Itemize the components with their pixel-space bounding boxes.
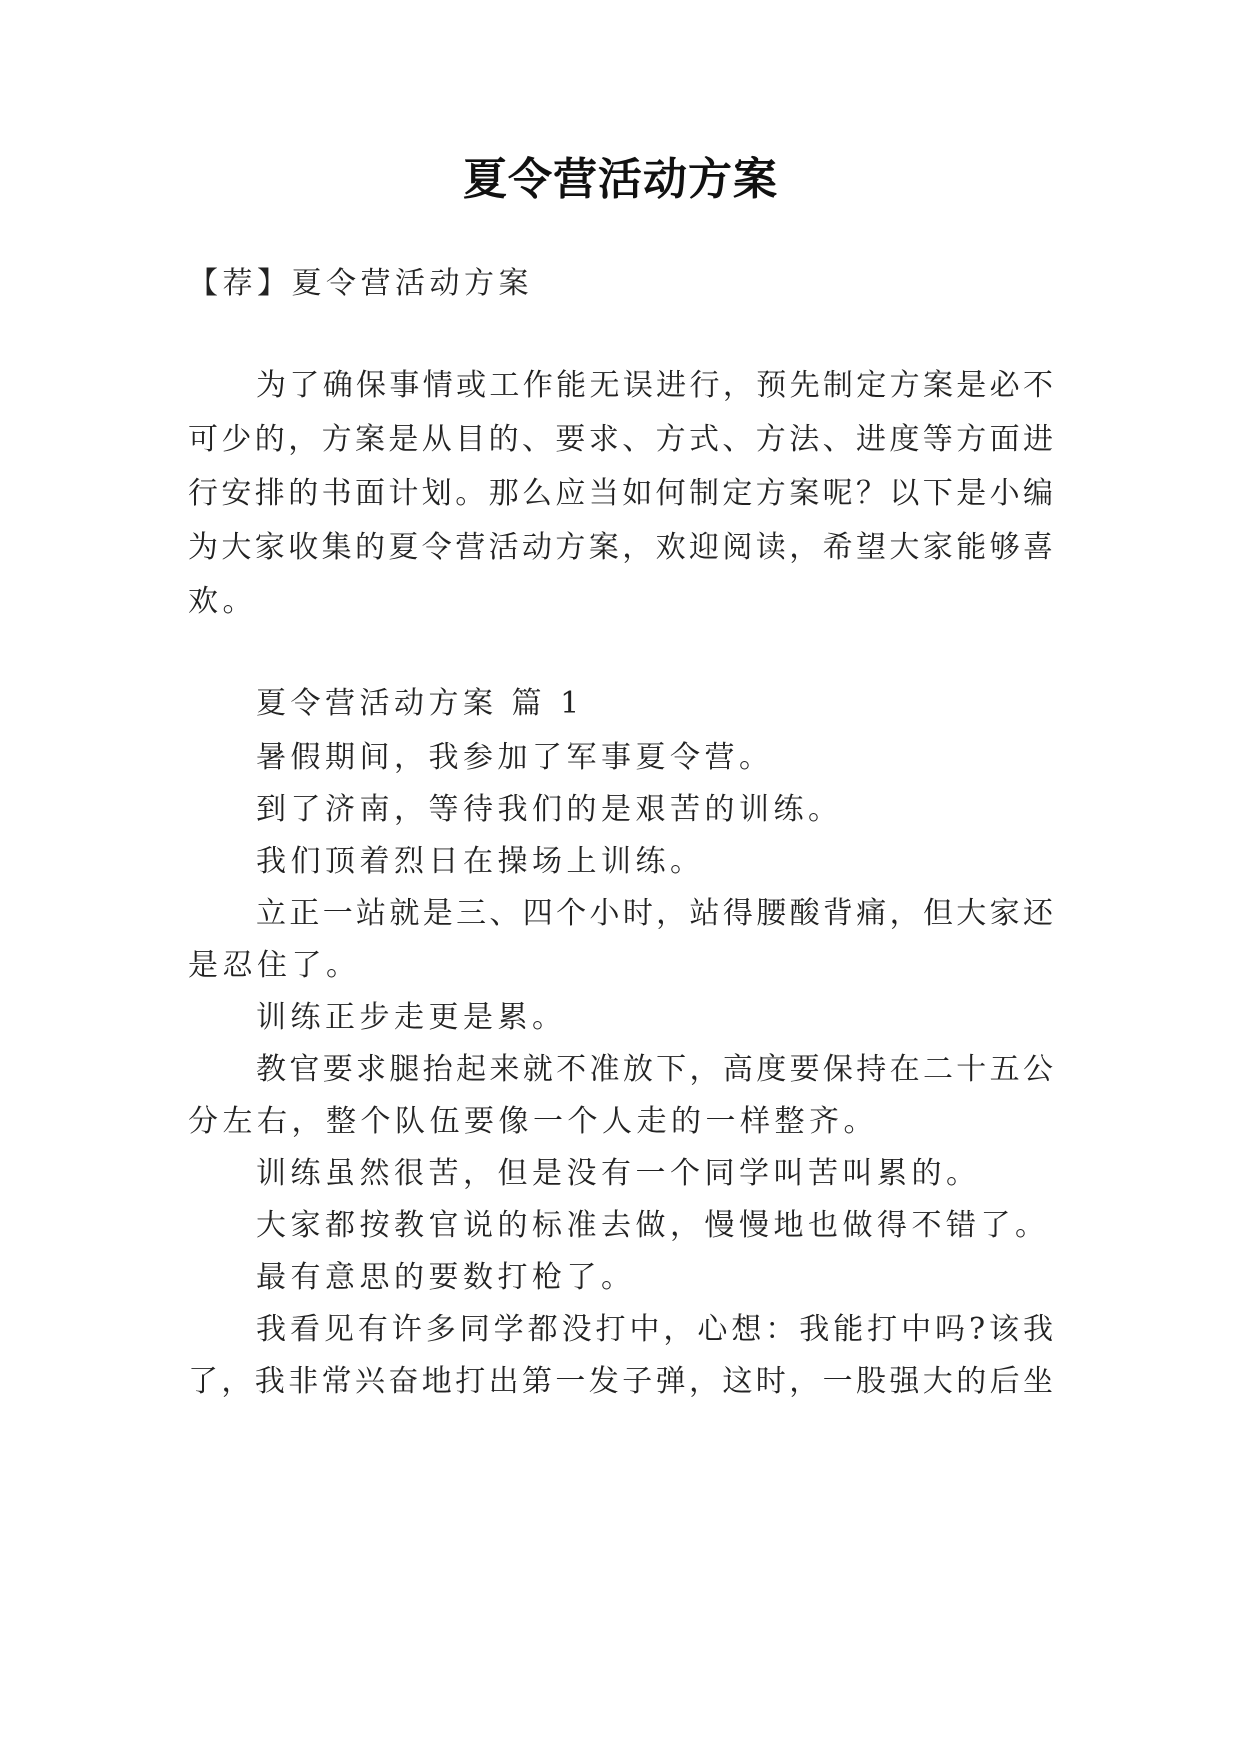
body-paragraph-line: 立正一站就是三、四个小时，站得腰酸背痛，但大家还 xyxy=(256,896,1053,931)
intro-line-5: 欢。 xyxy=(188,584,257,619)
body-paragraph: 最有意思的要数打枪了。 xyxy=(256,1260,636,1295)
document-subtitle: 【荐】夏令营活动方案 xyxy=(188,266,533,301)
body-paragraph: 大家都按教官说的标准去做，慢慢地也做得不错了。 xyxy=(256,1208,1050,1243)
intro-line-2: 可少的，方案是从目的、要求、方式、方法、进度等方面进 xyxy=(188,422,1053,457)
body-paragraph: 我们顶着烈日在操场上训练。 xyxy=(256,844,705,879)
section-heading: 夏令营活动方案 篇 1 xyxy=(256,686,584,721)
body-paragraph-line: 教官要求腿抬起来就不准放下，高度要保持在二十五公 xyxy=(256,1052,1053,1087)
body-paragraph: 暑假期间，我参加了军事夏令营。 xyxy=(256,740,774,775)
body-paragraph-line: 了，我非常兴奋地打出第一发子弹，这时，一股强大的后坐 xyxy=(188,1364,1053,1399)
document-title: 夏令营活动方案 xyxy=(463,154,778,205)
intro-line-3: 行安排的书面计划。那么应当如何制定方案呢？以下是小编 xyxy=(188,476,1053,511)
body-paragraph: 训练正步走更是累。 xyxy=(256,1000,567,1035)
intro-line-1: 为了确保事情或工作能无误进行，预先制定方案是必不 xyxy=(256,368,1053,403)
body-paragraph: 到了济南，等待我们的是艰苦的训练。 xyxy=(256,792,843,827)
body-paragraph: 训练虽然很苦，但是没有一个同学叫苦叫累的。 xyxy=(256,1156,981,1191)
body-paragraph-line: 分左右，整个队伍要像一个人走的一样整齐。 xyxy=(188,1104,878,1139)
body-paragraph-line: 是忍住了。 xyxy=(188,948,361,983)
body-paragraph-line: 我看见有许多同学都没打中，心想：我能打中吗?该我 xyxy=(256,1312,1053,1347)
intro-line-4: 为大家收集的夏令营活动方案，欢迎阅读，希望大家能够喜 xyxy=(188,530,1053,565)
